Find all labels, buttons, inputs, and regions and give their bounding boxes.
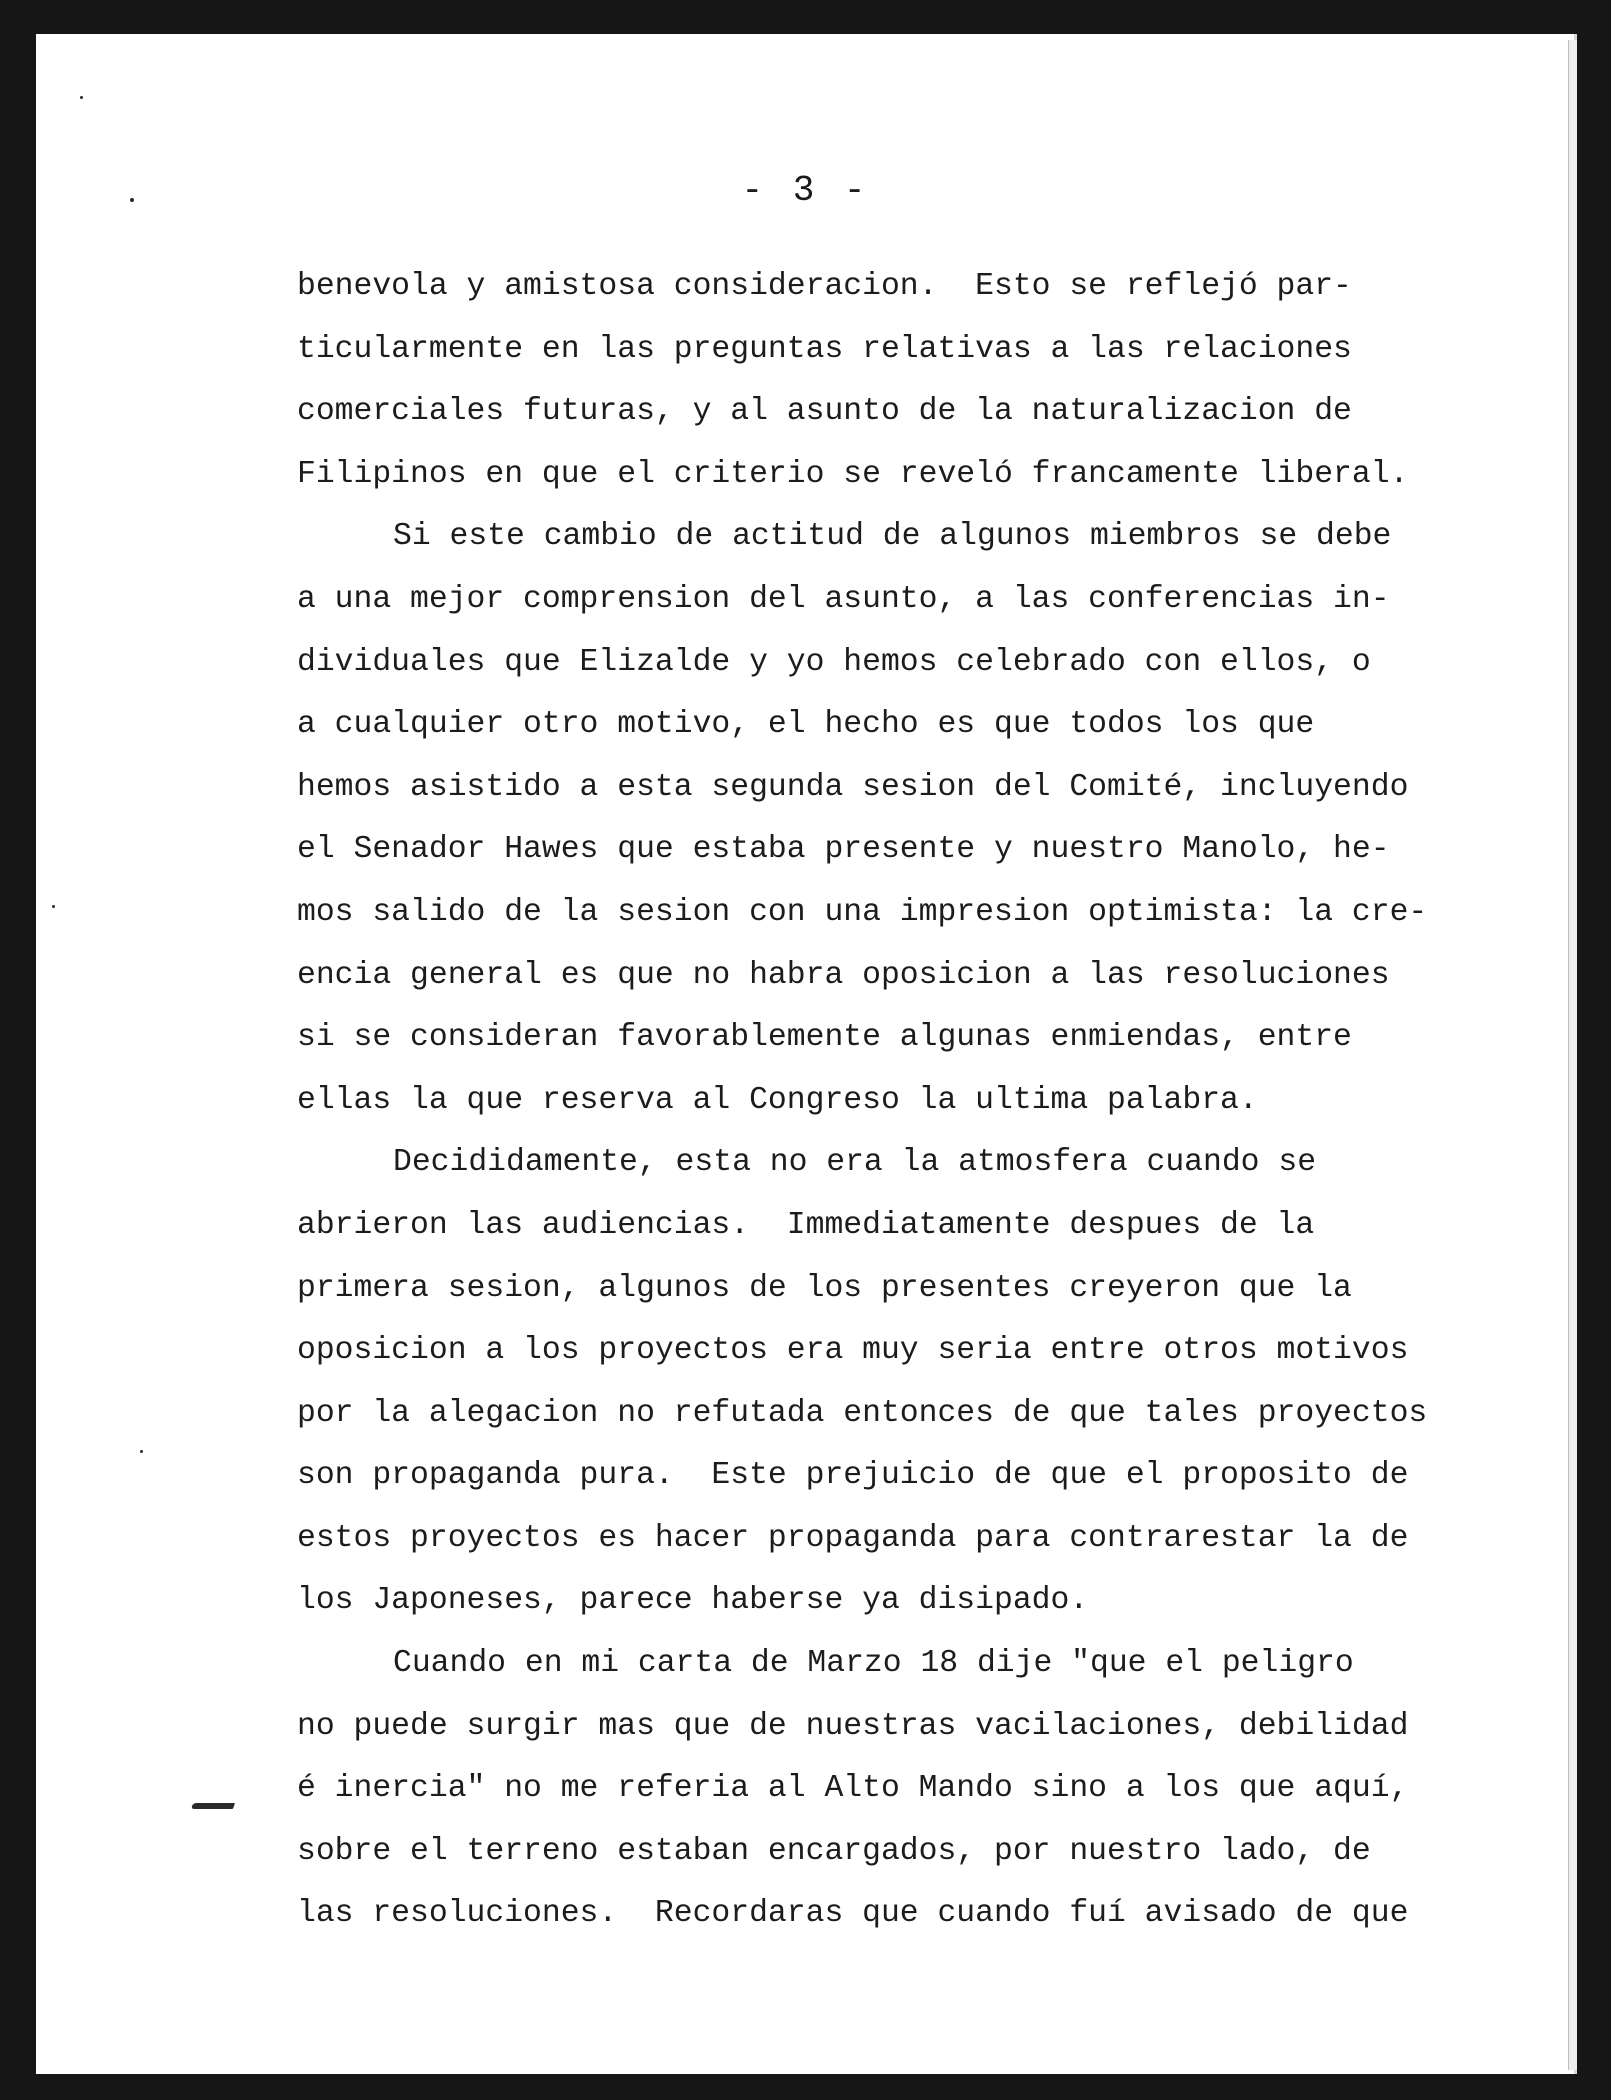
text-line: ticularmente en las preguntas relativas a las relaciones (297, 331, 1352, 367)
text-line: abrieron las audiencias. Immediatamente despues de la (297, 1207, 1315, 1243)
text-line: son propaganda pura. Este prejuicio de que el proposito de (297, 1458, 1409, 1494)
text-line: no puede surgir mas que de nuestras vacilaciones, debilidad (297, 1708, 1409, 1744)
text-line: comerciales futuras, y al asunto de la naturalizacion de (297, 394, 1352, 430)
paper-edge (1568, 40, 1577, 2070)
dust-speck (52, 905, 55, 908)
dust-speck (130, 198, 134, 202)
dust-speck (80, 96, 83, 99)
page-number: - 3 - (741, 170, 870, 211)
dust-speck (140, 1450, 143, 1453)
text-line: a cualquier otro motivo, el hecho es que todos los que (297, 707, 1315, 743)
text-line: hemos asistido a esta segunda sesion del Comité, incluyendo (297, 769, 1409, 805)
text-line: las resoluciones. Recordaras que cuando fuí avisado de que (297, 1896, 1409, 1932)
text-line: estos proyectos es hacer propaganda para contrarestar la de (297, 1520, 1409, 1556)
text-line: el Senador Hawes que estaba presente y nuestro Manolo, he- (297, 832, 1390, 868)
text-line: oposicion a los proyectos era muy seria entre otros motivos (297, 1333, 1409, 1369)
text-line: primera sesion, algunos de los presentes creyeron que la (297, 1270, 1352, 1306)
text-line: por la alegacion no refutada entonces de que tales proyectos (297, 1395, 1428, 1431)
text-line: benevola y amistosa consideracion. Esto se reflejó par- (297, 269, 1352, 304)
letter-body (297, 256, 1477, 1946)
text-line: mos salido de la sesion con una impresion optimista: la cre- (297, 894, 1428, 930)
text-line: encia general es que no habra oposicion a las resoluciones (297, 957, 1390, 993)
margin-pen-mark (191, 1803, 235, 1809)
text-line: dividuales que Elizalde y yo hemos celebrado con ellos, o (297, 644, 1371, 680)
text-line: sobre el terreno estaban encargados, por nuestro lado, de (297, 1833, 1371, 1869)
text-line: é inercia" no me referia al Alto Mando sino a los que aquí, (297, 1771, 1409, 1807)
text-line: si se consideran favorablemente algunas enmiendas, entre (297, 1020, 1352, 1056)
text-line: ellas la que reserva al Congreso la ultima palabra. (297, 1082, 1258, 1118)
text-line: los Japoneses, parece haberse ya disipado. (297, 1583, 1089, 1619)
text-line: Si este cambio de actitud de algunos miembros se debe (393, 519, 1392, 555)
text-line: Filipinos en que el criterio se reveló francamente liberal. (297, 456, 1409, 492)
text-line: Cuando en mi carta de Marzo 18 dije "que el peligro (393, 1646, 1354, 1682)
text-line: a una mejor comprension del asunto, a las conferencias in- (297, 581, 1390, 617)
text-line: Decididamente, esta no era la atmosfera cuando se (393, 1145, 1317, 1181)
